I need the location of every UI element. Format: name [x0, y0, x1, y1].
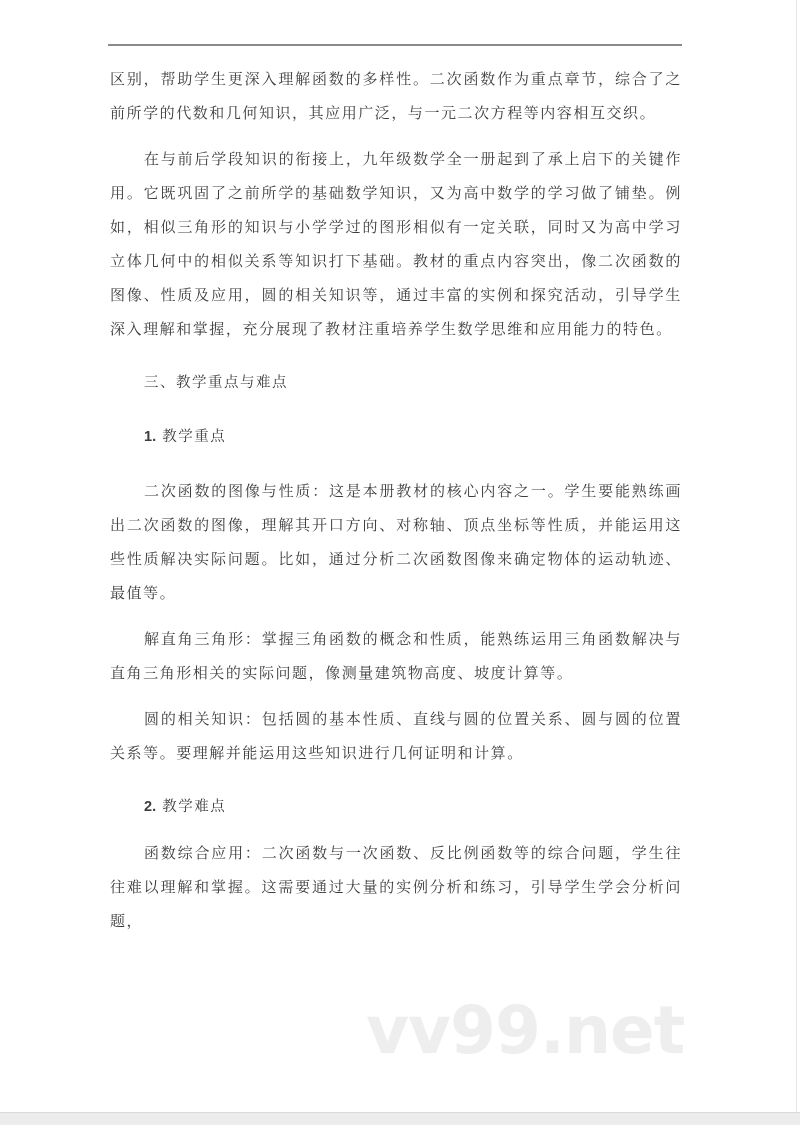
paragraph-1: 区别，帮助学生更深入理解函数的多样性。二次函数作为重点章节，综合了之前所学的代数和几何知识，其应用广泛，与一元二次方程等内容相互交织。 — [110, 70, 682, 122]
subsection-heading-1 — [110, 420, 682, 454]
subsection-heading-2 — [110, 790, 682, 824]
page-separator — [0, 1112, 800, 1126]
subsection-number: 2. — [144, 799, 157, 815]
paragraph-key-point-2: 解直角三角形：掌握三角函数的概念和性质，能熟练运用三角函数解决与直角三角形相关的实际问题，像测量建筑物高度、坡度计算等。 — [110, 630, 682, 682]
paragraph-key-point-1: 二次函数的图像与性质：这是本册教材的核心内容之一。学生要能熟练画出二次函数的图像，理解其开口方向、对称轴、顶点坐标等性质，并能运用这些性质解决实际问题。比如，通过分析二次函数图像来确定物体的运动轨迹、最值等。 — [110, 482, 682, 602]
paragraph-key-point-3: 圆的相关知识：包括圆的基本性质、直线与圆的位置关系、圆与圆的位置关系等。要理解并能运用这些知识进行几何证明和计算。 — [110, 710, 682, 762]
header-rule — [108, 44, 682, 46]
section-heading: 三、教学重点与难点 — [144, 375, 288, 391]
subsection-title: 教学难点 — [162, 799, 227, 815]
subsection-title: 教学重点 — [162, 429, 227, 445]
watermark-text: vv99.net — [366, 992, 685, 1069]
subsection-number: 1. — [144, 429, 157, 445]
paragraph-difficulty-1: 函数综合应用：二次函数与一次函数、反比例函数等的综合问题，学生往往难以理解和掌握。这需要通过大量的实例分析和练习，引导学生学会分析问题， — [110, 844, 682, 930]
document-body — [110, 62, 682, 938]
paragraph-2: 在与前后学段知识的衔接上，九年级数学全一册起到了承上启下的关键作用。它既巩固了之前所学的基础数学知识，又为高中数学的学习做了铺垫。例如，相似三角形的知识与小学学过的图形相似有一定关联，同时又为高中学习立体几何中的相似关系等知识打下基础。教材的重点内容突出，像二次函数的图像、性质及应用，圆的相关知识等，通过丰富的实例和探究活动，引导学生深入理解和掌握，充分展现了教材注重培养学生数学思维和应用能力的特色。 — [110, 150, 682, 338]
next-page-edge — [0, 1125, 800, 1137]
